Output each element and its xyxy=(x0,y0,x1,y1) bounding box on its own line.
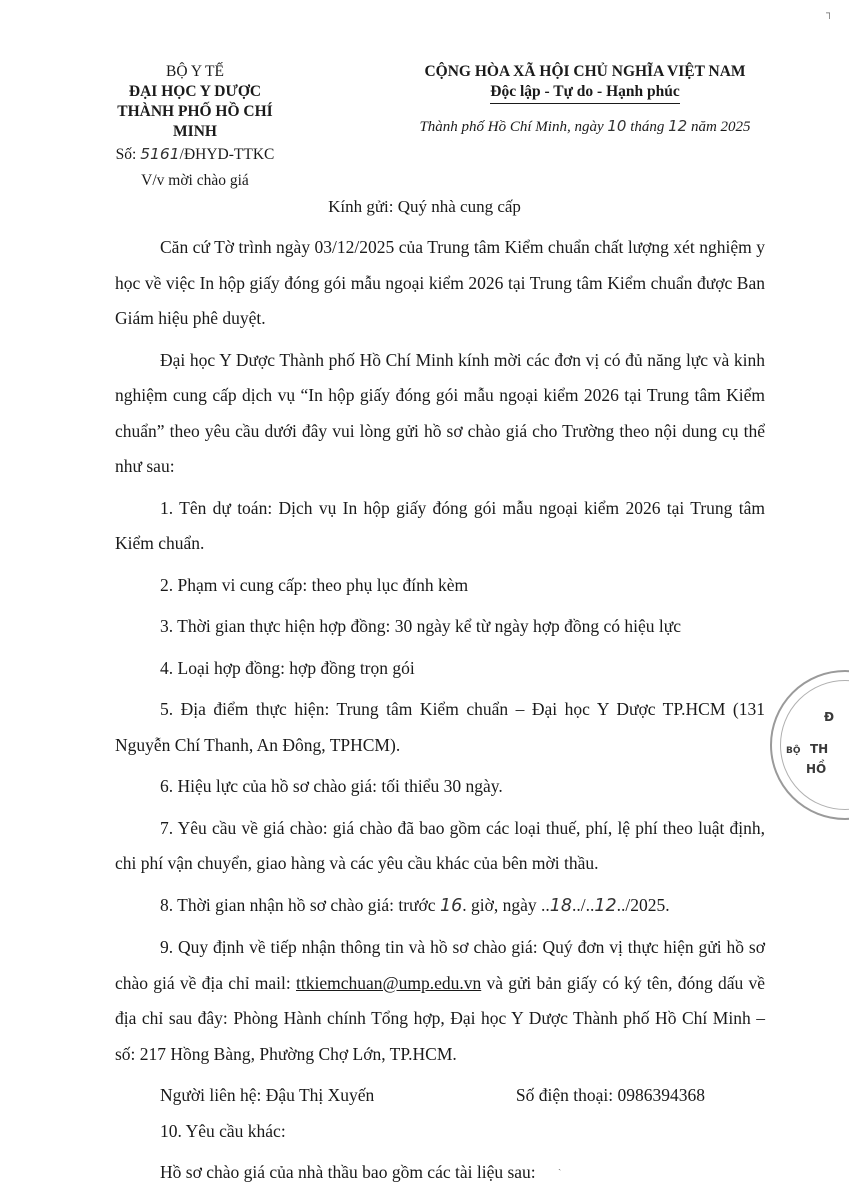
item-9 xyxy=(115,930,765,1072)
seal-letter-side: BỘ xyxy=(786,746,801,756)
scan-dot: ˎ xyxy=(558,1160,562,1171)
issuer-block xyxy=(100,62,290,191)
official-seal xyxy=(770,670,849,820)
documents-intro: Hồ sơ chào giá của nhà thầu bao gồm các tài liệu sau: xyxy=(160,1162,536,1182)
university-name-line2: THÀNH PHỐ HỒ CHÍ MINH xyxy=(117,103,273,140)
item-10: 10. Yêu cầu khác: xyxy=(160,1120,286,1141)
national-motto: Độc lập - Tự do - Hạnh phúc xyxy=(490,82,679,104)
date-month: 12 xyxy=(668,117,688,135)
seal-letter-mid: TH xyxy=(810,742,829,756)
item-8-hour: 16 xyxy=(439,895,463,916)
item-8-prefix: 8. Thời gian nhận hồ sơ chào giá: trước xyxy=(160,894,440,915)
item-1: 1. Tên dự toán: Dịch vụ In hộp giấy đóng gói mẫu ngoại kiểm 2026 tại Trung tâm Kiểm chuẩn. xyxy=(115,497,765,553)
item-9-before: 9. Quy định về tiếp nhận thông tin và hồ sơ chào giá: Quý đơn vị thực hiện gửi hồ sơ chào giá về địa chỉ mail: xyxy=(115,937,765,993)
item-9-after: và gửi bản giấy có ký tên, đóng dấu về địa chỉ sau đây: Phòng Hành chính Tổng hợp, Đại học Y Dược Thành phố Hồ Chí Minh – số: 217 Hồng Bàng, Phường Chợ Lớn, TP.HCM. xyxy=(115,972,765,1064)
paragraph-basis: Căn cứ Tờ trình ngày 03/12/2025 của Trung tâm Kiểm chuẩn chất lượng xét nghiệm y học về việc In hộp giấy đóng gói mẫu ngoại kiểm 2026 tại Trung tâm Kiểm chuẩn được Ban Giám hiệu phê duyệt. xyxy=(115,237,765,328)
issue-date xyxy=(395,116,775,137)
item-5: 5. Địa điểm thực hiện: Trung tâm Kiểm chuẩn – Đại học Y Dược TP.HCM (131 Nguyễn Chí Thanh, An Đông, TPHCM). xyxy=(115,699,765,755)
university-name-line1: ĐẠI HỌC Y DƯỢC xyxy=(128,83,262,100)
scan-mark: ┐ xyxy=(826,8,834,19)
item-8-suffix: ../2025. xyxy=(616,894,670,915)
email-link[interactable]: ttkiemchuan@ump.edu.vn xyxy=(295,972,482,993)
letter-body xyxy=(115,230,765,1191)
greeting: Kính gửi: Quý nhà cung cấp xyxy=(328,197,521,216)
contact-row xyxy=(115,1078,765,1114)
document-number xyxy=(100,144,290,165)
item-8-day: 18 xyxy=(549,895,573,916)
item-8 xyxy=(115,888,765,925)
doc-number-prefix: Số: xyxy=(115,146,141,163)
item-4: 4. Loại hợp đồng: hợp đồng trọn gói xyxy=(160,657,415,678)
contact-person: Người liên hệ: Đậu Thị Xuyến xyxy=(160,1085,375,1105)
ministry-name: BỘ Y TẾ xyxy=(166,63,224,80)
date-day: 10 xyxy=(607,117,627,135)
date-mid: tháng xyxy=(626,119,669,135)
item-2: 2. Phạm vi cung cấp: theo phụ lục đính kèm xyxy=(160,574,469,595)
item-8-sep: ../.. xyxy=(572,894,595,915)
seal-letter-bottom: HỒ xyxy=(806,762,827,776)
document-subject: V/v mời chào giá xyxy=(141,172,249,189)
paragraph-invitation: Đại học Y Dược Thành phố Hồ Chí Minh kính mời các đơn vị có đủ năng lực và kinh nghiệm cung cấp dịch vụ “In hộp giấy đóng gói mẫu ngoại kiểm 2026 tại Trung tâm Kiểm chuẩn” theo yêu cầu dưới đây vui lòng gửi hồ sơ chào giá cho Trường theo nội dung cụ thể như sau: xyxy=(115,349,765,476)
country-name: CỘNG HÒA XÃ HỘI CHỦ NGHĨA VIỆT NAM xyxy=(424,63,746,80)
item-8-mid: . giờ, ngày .. xyxy=(462,894,550,915)
doc-number-handwritten: 5161 xyxy=(140,145,180,163)
date-prefix: Thành phố Hồ Chí Minh, ngày xyxy=(419,119,608,135)
contact-phone: Số điện thoại: 0986394368 xyxy=(515,1085,705,1105)
item-8-month: 12 xyxy=(594,895,617,916)
doc-number-suffix: /ĐHYD-TTKC xyxy=(179,146,275,163)
item-7: 7. Yêu cầu về giá chào: giá chào đã bao gồm các loại thuế, phí, lệ phí theo luật định, chi phí vận chuyển, giao hàng và các yêu cầu khác của bên mời thầu. xyxy=(115,817,765,873)
item-6: 6. Hiệu lực của hồ sơ chào giá: tối thiểu 30 ngày. xyxy=(160,776,503,796)
national-header xyxy=(395,62,775,137)
date-suffix: năm 2025 xyxy=(687,119,751,135)
item-3: 3. Thời gian thực hiện hợp đồng: 30 ngày kể từ ngày hợp đồng có hiệu lực xyxy=(160,616,682,636)
seal-letter-top: Đ xyxy=(824,710,835,724)
